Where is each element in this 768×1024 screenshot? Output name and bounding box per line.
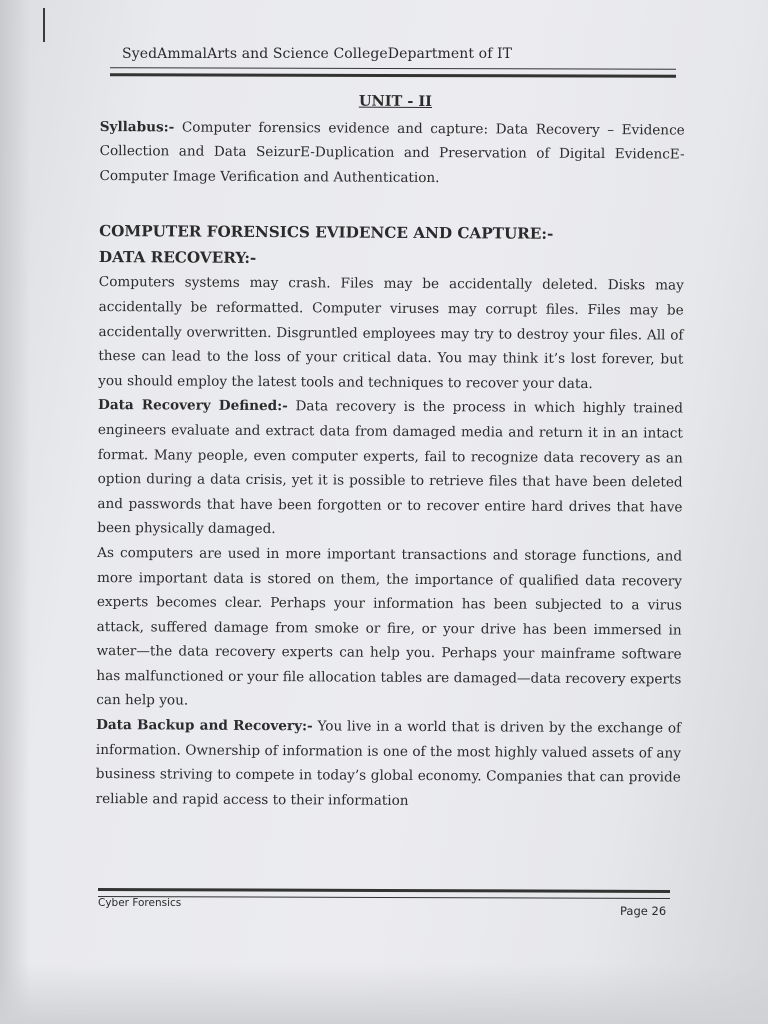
section-title: COMPUTER FORENSICS EVIDENCE AND CAPTURE:- xyxy=(99,222,554,244)
page-shadow-left xyxy=(0,0,30,1024)
defined-text: Data recovery is the process in which highly trained engineers evaluate and extract data from damaged media and return it in an intact format. Many people, even computer experts, fail to recognize data recovery as an option during a data crisis, yet it is possible to retrieve files that have been deleted and passwords that have been forgotten or to recover entire hard drives that have been physically damaged. xyxy=(97,398,684,538)
unit-title: UNIT - II xyxy=(358,92,433,111)
footer-page-number: Page 26 xyxy=(620,904,667,918)
sub-title: DATA RECOVERY:- xyxy=(98,248,257,268)
backup-text: You live in a world that is driven by the exchange of information. Ownership of information is one of the most highly valued assets of any business striving to compete in today’s global economy. Companies that can provide reliable and rapid access to their information xyxy=(95,718,682,809)
footer-rule xyxy=(98,888,670,899)
backup-paragraph xyxy=(96,713,682,815)
defined-paragraph xyxy=(97,393,683,544)
intro-paragraph: Computers systems may crash. Files may be accidentally deleted. Disks may accidentally be reformatted. Computer viruses may corrupt files. Files may be accidentally overwritten. Disgruntled employees may try to destroy your files. All of these can lead to the loss of your critical data. You may think it’s lost forever, but you should employ the latest tools and techniques to recover your data. xyxy=(98,274,684,392)
page-header-title: SyedAmmalArts and Science CollegeDepartment of IT xyxy=(122,46,513,62)
syllabus-paragraph xyxy=(99,115,684,192)
defined-label: Data Recovery Defined:- xyxy=(98,397,288,415)
header-rule xyxy=(110,67,676,77)
importance-paragraph: As computers are used in more important transactions and storage functions, and more important data is stored on them, the importance of qualified data recovery experts becomes clear. Perhaps your information has been subjected to a virus attack, suffered damage from smoke or fire, or your drive has been immersed in water—the data recovery experts can help you. Perhaps your mainframe software has malfunctioned or your file allocation tables are damaged—data recovery experts can help you. xyxy=(96,544,683,710)
backup-label: Data Backup and Recovery:- xyxy=(96,717,313,735)
syllabus-text: Computer forensics evidence and capture: Data Recovery – Evidence Collection and Data SeizurE-Duplication and Preservation of Digital EvidencE-Computer Image Verification and Authentication. xyxy=(99,119,685,186)
footer-course-name: Cyber Forensics xyxy=(98,897,182,909)
page-shadow-bottom xyxy=(0,964,768,1024)
syllabus-label: Syllabus:- xyxy=(99,118,175,136)
page-content xyxy=(96,88,685,815)
binding-mark xyxy=(43,8,45,42)
